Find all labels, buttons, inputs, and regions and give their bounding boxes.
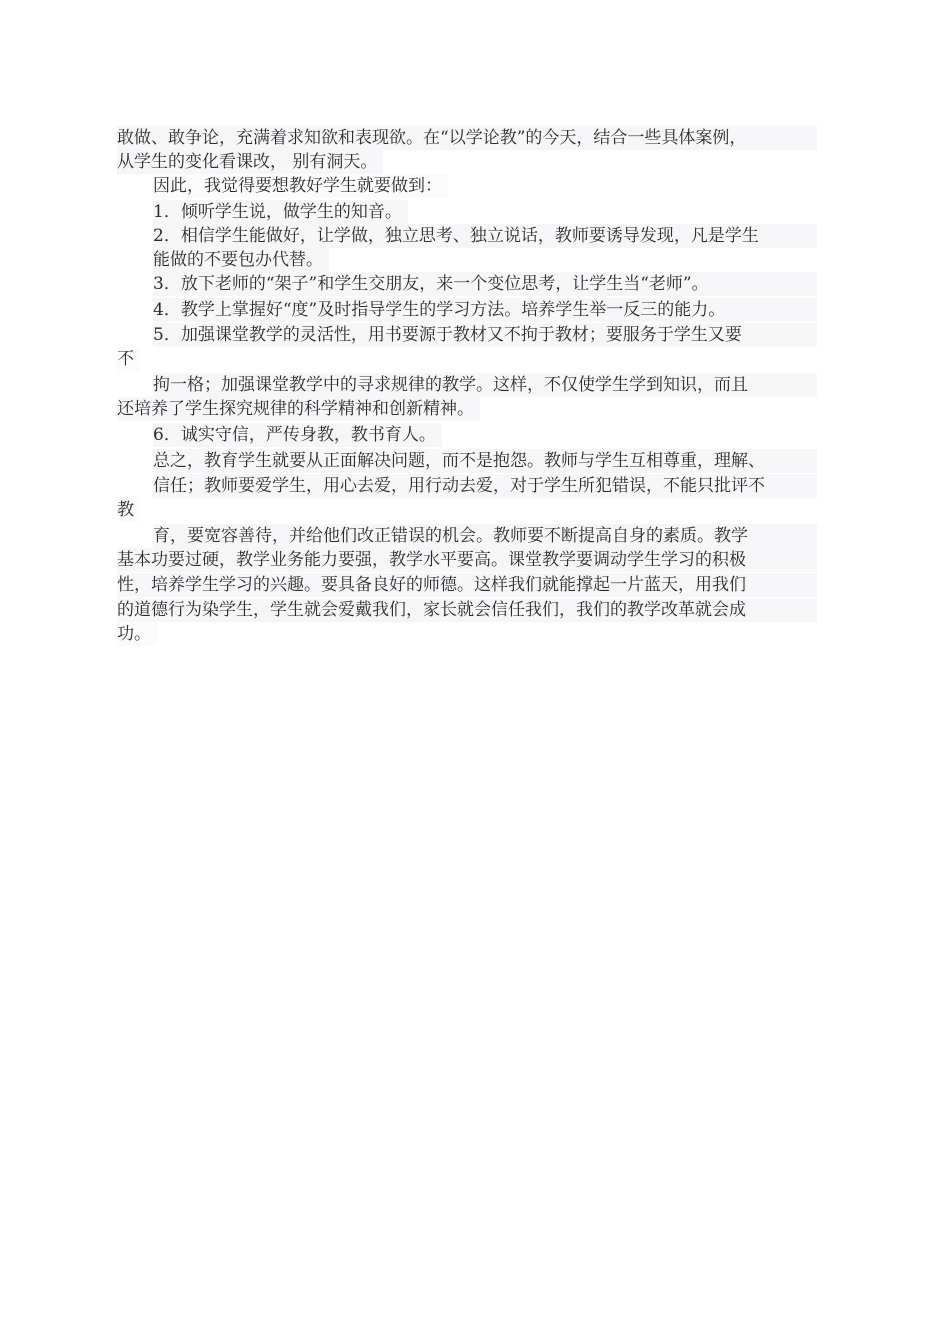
text-line: 拘一格；加强课堂教学中的寻求规律的教学。这样，不仅使学生学到知识，而且 <box>153 373 817 397</box>
text-line: 性，培养学生学习的兴趣。要具备良好的师德。这样我们就能撑起一片蓝天，用我们 <box>117 573 817 597</box>
text-line: 的道德行为染学生，学生就会爱戴我们，家长就会信任我们，我们的教学改革就会成 <box>117 598 817 622</box>
text-line: 总之，教育学生就要从正面解决问题，而不是抱怨。教师与学生互相尊重，理解、 <box>153 449 817 473</box>
text-line: 能做的不要包办代替。 <box>153 248 329 272</box>
text-line: 教 <box>117 498 140 522</box>
list-item: 2．相信学生能做好，让学做，独立思考、独立说话，教师要诱导发现，凡是学生 <box>153 224 817 248</box>
list-item: 6．诚实守信，严传身教，教书育人。 <box>153 423 442 447</box>
text-line: 育，要宽容善待，并给他们改正错误的机会。教师要不断提高自身的素质。教学 <box>153 524 817 548</box>
list-item: 4．教学上掌握好“度”及时指导学生的学习方法。培养学生举一反三的能力。 <box>153 298 817 322</box>
text-line: 敢做、敢争论，充满着求知欲和表现欲。在“以学论教”的今天，结合一些具体案例， <box>117 126 817 150</box>
list-item: 3．放下老师的“架子”和学生交朋友，来一个变位思考，让学生当“老师”。 <box>153 272 817 296</box>
text-line: 因此，我觉得要想教好学生就要做到： <box>153 174 448 198</box>
text-line: 还培养了学生探究规律的科学精神和创新精神。 <box>117 397 480 421</box>
text-line: 基本功要过硬，教学业务能力要强，教学水平要高。课堂教学要调动学生学习的积极 <box>117 548 817 572</box>
list-item: 1．倾听学生说，做学生的知音。 <box>153 200 408 224</box>
text-line: 信任；教师要爱学生，用心去爱，用行动去爱，对于学生所犯错误，不能只批评不 <box>153 474 817 498</box>
list-item: 5．加强课堂教学的灵活性，用书要源于教材又不拘于教材；要服务于学生又要 <box>153 323 817 347</box>
text-line: 从学生的变化看课改， 别有洞天。 <box>117 150 383 174</box>
text-line: 功。 <box>117 622 157 646</box>
text-line: 不 <box>117 347 140 371</box>
